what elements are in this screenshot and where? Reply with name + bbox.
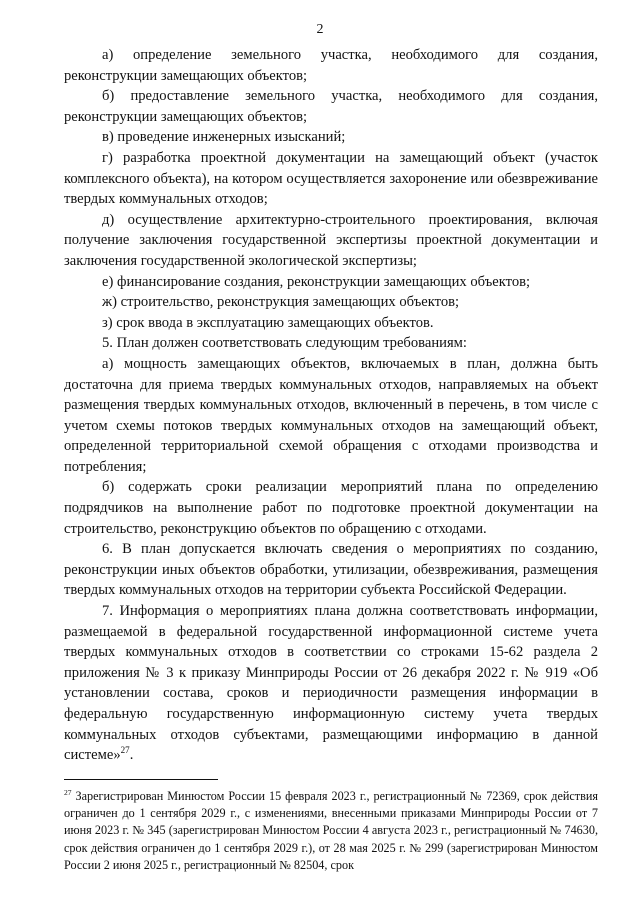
footnote-marker: 27 bbox=[64, 787, 72, 797]
footnote-separator bbox=[64, 779, 218, 780]
footnote-reference[interactable]: 27 bbox=[120, 745, 130, 756]
paragraph-section-5: 5. План должен соответствовать следующим требованиям: bbox=[102, 335, 467, 352]
paragraph-section-7-end: . bbox=[129, 747, 134, 764]
paragraph-item-e: е) финансирование создания, реконструкции замещающих объектов; bbox=[102, 273, 531, 290]
paragraph-item-v: в) проведение инженерных изысканий; bbox=[102, 129, 346, 146]
footnote bbox=[64, 788, 598, 874]
paragraph-item-d: д) осуществление архитектурно-строительного проектирования, включая получение заключения государственной экспертизы проектной документации и заключения государственной экологической экспертизы; bbox=[64, 211, 598, 269]
paragraph-section-5-item-a: а) мощность замещающих объектов, включаемых в план, должна быть достаточна для приема твердых коммунальных отходов, направляемых на объект размещения твердых коммунальных отходов, включенный в перечень, в том числе с учетом схемы потоков твердых коммунальных отходов на замещающий объект, определенной территориальной схемой обращения с отходами производства и потребления; bbox=[64, 355, 598, 475]
footnote-text: Зарегистрирован Минюстом России 15 февраля 2023 г., регистрационный № 72369, срок действия ограничен до 1 сентября 2029 г., с изменениями, внесенными приказами Минприроды России от 7 июня 2023 г. № 345 (зарегистрирован Минюстом России 4 августа 2023 г., регистрационный № 74630, срок действия ограничен до 1 сентября 2029 г.), от 28 мая 2025 г. № 299 (зарегистрирован Минюстом России 2 июня 2025 г., регистрационный № 82504, срок bbox=[64, 789, 598, 872]
paragraph-section-6: 6. В план допускается включать сведения о мероприятиях по созданию, реконструкции иных объектов обработки, утилизации, обезвреживания, размещения твердых коммунальных отходов на территории субъекта Российской Федерации. bbox=[64, 541, 598, 599]
document-body bbox=[64, 45, 598, 766]
paragraph-section-7 bbox=[64, 601, 598, 766]
paragraph-item-a: а) определение земельного участка, необходимого для создания, реконструкции замещающих объектов; bbox=[64, 47, 598, 84]
paragraph-section-5-item-b: б) содержать сроки реализации мероприятий плана по определению подрядчиков на выполнение работ по подготовке проектной документации на строительство, реконструкцию объектов по обращению с отходами. bbox=[64, 479, 598, 537]
footnote-paragraph bbox=[64, 788, 598, 874]
page-number: 2 bbox=[316, 22, 324, 37]
paragraph-item-z: з) срок ввода в эксплуатацию замещающих объектов. bbox=[102, 314, 434, 331]
paragraph-item-zh: ж) строительство, реконструкция замещающих объектов; bbox=[102, 294, 460, 311]
paragraph-item-g: г) разработка проектной документации на замещающий объект (участок комплексного объекта), на котором осуществляется захоронение или обезвреживание твердых коммунальных отходов; bbox=[64, 149, 598, 208]
paragraph-item-b: б) предоставление земельного участка, необходимого для создания, реконструкции замещающих объектов; bbox=[64, 88, 598, 125]
paragraph-section-7-text: 7. Информация о мероприятиях плана должна соответствовать информации, размещаемой в федеральной государственной информационной системе учета твердых коммунальных отходов в соответствии со строками 15-62 раздела 2 приложения № 3 к приказу Минприроды России от 26 декабря 2022 г. № 919 «Об установлении состава, сроков и периодичности размещения информации в федеральную государственную информационную систему учета твердых коммунальных отходов субъектами, размещающими информацию в данной системе» bbox=[64, 603, 598, 764]
